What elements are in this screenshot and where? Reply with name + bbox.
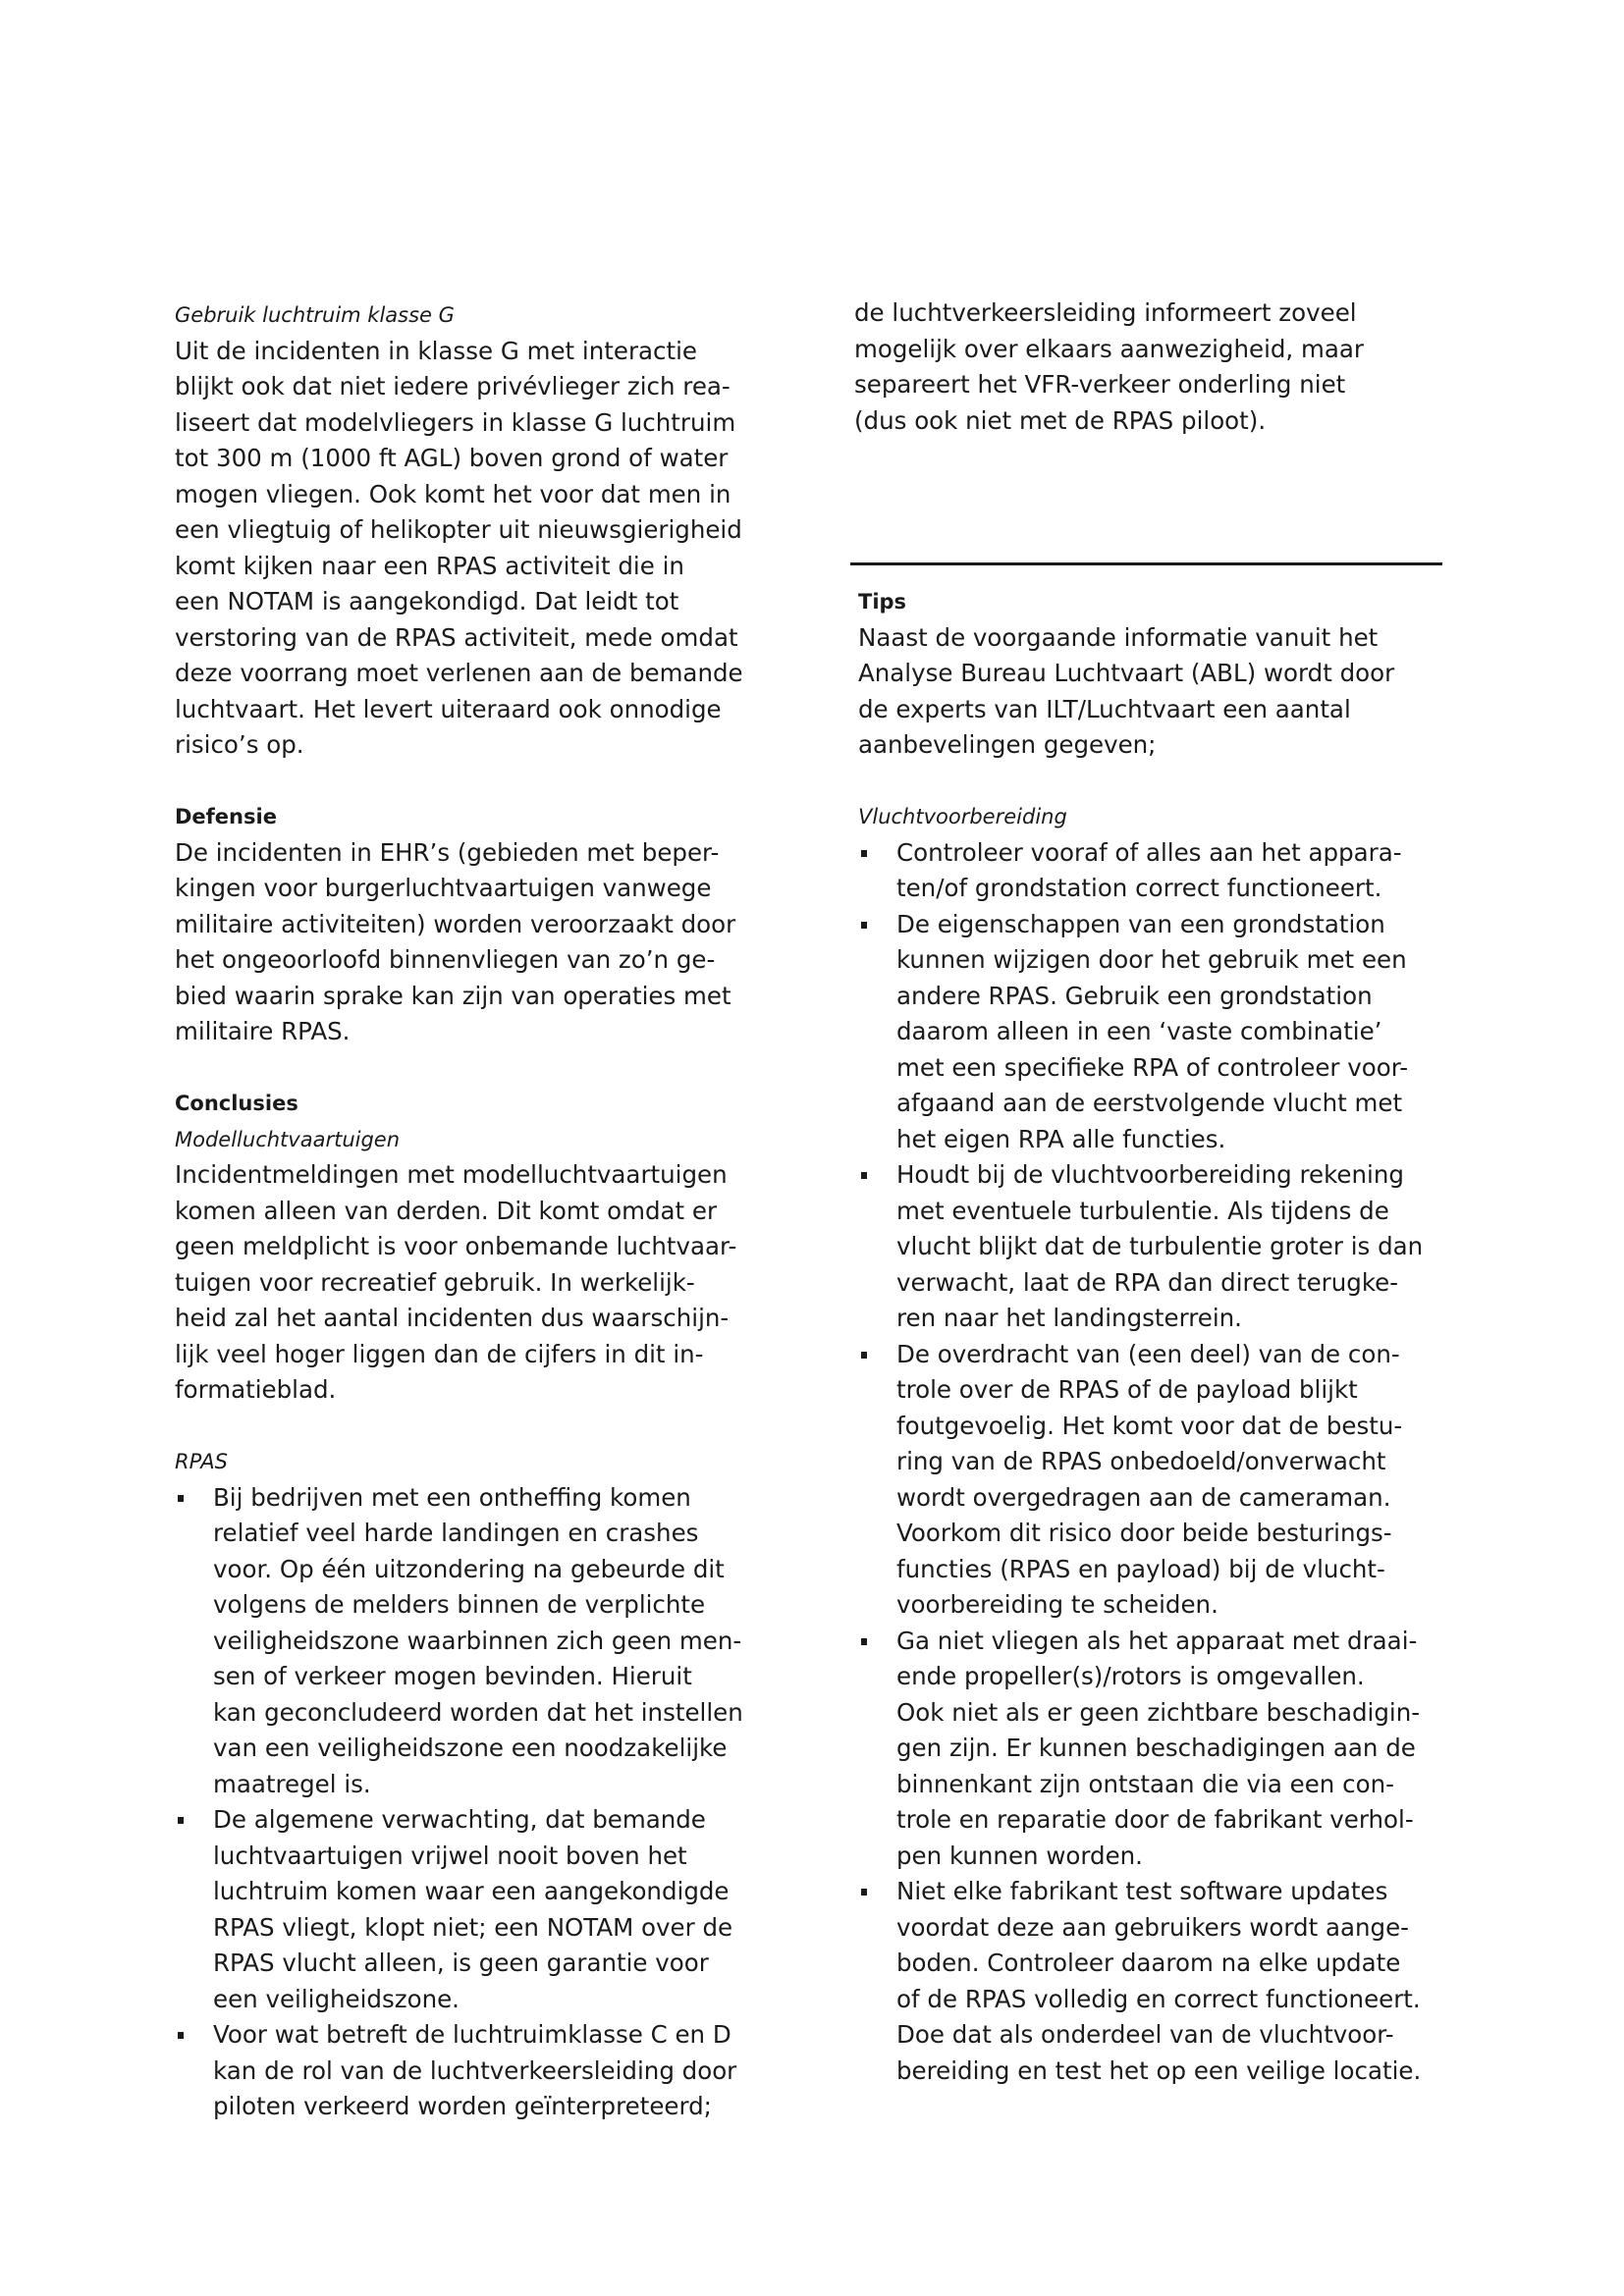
text-line: deze voorrang moet verlenen aan de bemande bbox=[175, 659, 743, 687]
text-line: Controleer vooraf of alles aan het appara- bbox=[896, 837, 1402, 867]
text-line: met eventuele turbulentie. Als tijdens de bbox=[896, 1196, 1389, 1225]
paragraph-tips bbox=[858, 620, 1447, 764]
text-line: mogen vliegen. Ook komt het voor dat men in bbox=[175, 479, 731, 508]
text-line: RPAS vliegt, klopt niet; een NOTAM over de bbox=[213, 1912, 733, 1942]
text-line: ren naar het landingsterrein. bbox=[896, 1304, 1242, 1332]
text-line: een vliegtuig of helikopter uit nieuwsgierigheid bbox=[175, 515, 742, 544]
text-line: daarom alleen in een ‘vaste combinatie’ bbox=[896, 1017, 1382, 1045]
subheading-modelluchtvaartuigen: Modelluchtvaartuigen bbox=[175, 1127, 401, 1151]
left-column bbox=[175, 297, 764, 2125]
text-line: Analyse Bureau Luchtvaart (ABL) wordt door bbox=[858, 659, 1395, 687]
text-line: trole over de RPAS of de payload blijkt bbox=[896, 1375, 1358, 1404]
text-line: Niet elke fabrikant test software updates bbox=[896, 1877, 1388, 1905]
text-line: komt kijken naar een RPAS activiteit die in bbox=[175, 551, 684, 580]
paragraph-defensie bbox=[175, 835, 764, 1050]
text-line: van een veiligheidszone een noodzakelijke bbox=[213, 1734, 728, 1762]
text-line: RPAS vlucht alleen, is geen garantie voor bbox=[213, 1949, 709, 1977]
text-line: luchtvaart. Het levert uiteraard ook onnodige bbox=[175, 694, 722, 723]
text-line: tuigen voor recreatief gebruik. In werkelijk- bbox=[175, 1267, 695, 1297]
list-item bbox=[858, 907, 1447, 1158]
text-line: relatief veel harde landingen en crashes bbox=[213, 1519, 699, 1547]
text-line: ten/of grondstation correct functioneert. bbox=[896, 874, 1382, 902]
text-line: lijk veel hoger liggen dan de cijfers in dit in- bbox=[175, 1339, 704, 1368]
bullet-square-icon bbox=[861, 1352, 867, 1359]
bullet-square-icon bbox=[861, 1889, 867, 1896]
bullet-square-icon bbox=[861, 1172, 867, 1179]
text-line: De algemene verwachting, dat bemande bbox=[213, 1805, 706, 1834]
text-line: Houdt bij de vluchtvoorbereiding rekening bbox=[896, 1160, 1404, 1189]
list-item bbox=[858, 1157, 1447, 1337]
text-line: Bij bedrijven met een ontheffing komen bbox=[213, 1482, 691, 1512]
paragraph-modelluchtvaartuigen bbox=[175, 1157, 764, 1409]
text-line: De overdracht van (een deel) van de con- bbox=[896, 1339, 1400, 1368]
section-heading-luchtruim-klasse-g: Gebruik luchtruim klasse G bbox=[175, 303, 455, 327]
list-item bbox=[175, 1480, 764, 1803]
bullet-square-icon bbox=[178, 1495, 184, 1502]
text-line: Doe dat als onderdeel van de vluchtvoor- bbox=[896, 2020, 1394, 2049]
right-column-tips bbox=[858, 584, 1447, 2089]
text-line: Ook niet als er geen zichtbare beschadigin- bbox=[896, 1697, 1421, 1727]
list-item bbox=[175, 2017, 764, 2125]
text-line: het ongeoorloofd binnenvliegen van zo’n ge- bbox=[175, 945, 716, 974]
list-item bbox=[175, 1802, 764, 2017]
bullet-square-icon bbox=[861, 850, 867, 857]
text-line: verwacht, laat de RPA dan direct terugke- bbox=[896, 1267, 1399, 1297]
text-line: De incidenten in EHR’s (gebieden met beper- bbox=[175, 837, 720, 867]
text-line: een NOTAM is aangekondigd. Dat leidt tot bbox=[175, 587, 679, 615]
subheading-rpas: RPAS bbox=[175, 1450, 228, 1473]
text-line: heid zal het aantal incidenten dus waarschijn- bbox=[175, 1304, 730, 1332]
text-line: komen alleen van derden. Dit komt omdat er bbox=[175, 1196, 718, 1225]
text-line: bereiding en test het op een veilige locatie. bbox=[896, 2056, 1422, 2085]
text-line: risico’s op. bbox=[175, 730, 304, 759]
text-line: piloten verkeerd worden geïnterpreteerd; bbox=[213, 2092, 712, 2120]
text-line: sen of verkeer mogen bevinden. Hieruit bbox=[213, 1662, 692, 1690]
text-line: bied waarin sprake kan zijn van operaties met bbox=[175, 981, 731, 1010]
text-line: Ga niet vliegen als het apparaat met draai- bbox=[896, 1626, 1418, 1655]
text-line: tot 300 m (1000 ft AGL) boven grond of water bbox=[175, 444, 729, 472]
section-heading-conclusies: Conclusies bbox=[175, 1092, 298, 1115]
text-line: met een specifieke RPA of controleer voor- bbox=[896, 1052, 1409, 1082]
text-line: luchtvaartuigen vrijwel nooit boven het bbox=[213, 1841, 687, 1870]
text-line: voor. Op één uitzondering na gebeurde dit bbox=[213, 1554, 725, 1583]
text-line: binnenkant zijn ontstaan die via een con- bbox=[896, 1769, 1394, 1798]
text-line: ring van de RPAS onbedoeld/onverwacht bbox=[896, 1447, 1386, 1475]
text-line: het eigen RPA alle functies. bbox=[896, 1124, 1226, 1153]
text-line: Uit de incidenten in klasse G met interactie bbox=[175, 336, 697, 365]
text-line: voordat deze aan gebruikers wordt aange- bbox=[896, 1912, 1410, 1942]
text-line: kan geconcludeerd worden dat het instellen bbox=[213, 1697, 743, 1727]
text-line: veiligheidszone waarbinnen zich geen men- bbox=[213, 1626, 742, 1655]
text-line: Voorkom dit risico door beide besturings- bbox=[896, 1519, 1392, 1547]
list-item bbox=[858, 1624, 1447, 1875]
text-line: militaire activiteiten) worden veroorzaakt door bbox=[175, 909, 736, 938]
text-line: kingen voor burgerluchtvaartuigen vanwege bbox=[175, 874, 712, 902]
text-line: geen meldplicht is voor onbemande luchtvaar- bbox=[175, 1232, 737, 1260]
text-line: separeert het VFR-verkeer onderling niet bbox=[854, 370, 1346, 399]
subheading-vluchtvoorbereiding: Vluchtvoorbereiding bbox=[858, 805, 1067, 828]
text-line: gen zijn. Er kunnen beschadigingen aan de bbox=[896, 1734, 1416, 1762]
text-line: boden. Controleer daarom na elke update bbox=[896, 1949, 1401, 1977]
text-line: de experts van ILT/Luchtvaart een aantal bbox=[858, 694, 1351, 723]
bullet-square-icon bbox=[178, 2032, 184, 2039]
text-line: (dus ook niet met de RPAS piloot). bbox=[854, 405, 1267, 435]
text-line: Voor wat betreft de luchtruimklasse C en D bbox=[213, 2020, 731, 2049]
list-item bbox=[858, 1874, 1447, 2089]
text-line: afgaand aan de eerstvolgende vlucht met bbox=[896, 1089, 1403, 1117]
text-line: of de RPAS volledig en correct functioneert. bbox=[896, 1984, 1421, 2013]
paragraph-continuation bbox=[854, 295, 1443, 439]
text-line: liseert dat modelvliegers in klasse G luchtruim bbox=[175, 407, 736, 437]
text-line: luchtruim komen waar een aangekondigde bbox=[213, 1877, 730, 1905]
text-line: blijkt ook dat niet iedere privévlieger zich rea- bbox=[175, 372, 731, 400]
text-line: volgens de melders binnen de verplichte bbox=[213, 1590, 706, 1619]
text-line: kunnen wijzigen door het gebruik met een bbox=[896, 945, 1407, 974]
text-line: foutgevoelig. Het komt voor dat de bestu- bbox=[896, 1411, 1403, 1440]
section-heading-defensie: Defensie bbox=[175, 805, 277, 828]
text-line: militaire RPAS. bbox=[175, 1017, 351, 1045]
text-line: trole en reparatie door de fabrikant verhol- bbox=[896, 1805, 1414, 1834]
text-line: De eigenschappen van een grondstation bbox=[896, 909, 1385, 938]
text-line: verstoring van de RPAS activiteit, mede omdat bbox=[175, 622, 738, 652]
text-line: de luchtverkeersleiding informeert zoveel bbox=[854, 298, 1357, 327]
text-line: mogelijk over elkaars aanwezigheid, maar bbox=[854, 334, 1364, 363]
text-line: andere RPAS. Gebruik een grondstation bbox=[896, 981, 1373, 1010]
text-line: een veiligheidszone. bbox=[213, 1984, 460, 2013]
paragraph-luchtruim-klasse-g bbox=[175, 334, 764, 764]
text-line: formatieblad. bbox=[175, 1375, 337, 1404]
text-line: vlucht blijkt dat de turbulentie groter is dan bbox=[896, 1232, 1424, 1260]
text-line: maatregel is. bbox=[213, 1769, 371, 1798]
rpas-bullet-list bbox=[175, 1480, 764, 2125]
bullet-square-icon bbox=[861, 1638, 867, 1645]
section-divider bbox=[850, 562, 1442, 565]
section-heading-tips: Tips bbox=[858, 590, 907, 614]
text-line: functies (RPAS en payload) bij de vlucht- bbox=[896, 1554, 1385, 1583]
text-line: kan de rol van de luchtverkeersleiding door bbox=[213, 2056, 737, 2085]
vluchtvoorbereiding-bullet-list bbox=[858, 835, 1447, 2090]
text-line: wordt overgedragen aan de cameraman. bbox=[896, 1482, 1391, 1512]
bullet-square-icon bbox=[178, 1817, 184, 1824]
text-line: Naast de voorgaande informatie vanuit het bbox=[858, 622, 1379, 652]
text-line: Incidentmeldingen met modelluchtvaartuigen bbox=[175, 1160, 728, 1189]
text-line: ende propeller(s)/rotors is omgevallen. bbox=[896, 1662, 1365, 1690]
list-item bbox=[858, 1337, 1447, 1624]
list-item bbox=[858, 835, 1447, 907]
right-column bbox=[854, 295, 1443, 439]
bullet-square-icon bbox=[861, 922, 867, 929]
text-line: aanbevelingen gegeven; bbox=[858, 730, 1157, 759]
text-line: pen kunnen worden. bbox=[896, 1841, 1143, 1870]
text-line: voorbereiding te scheiden. bbox=[896, 1590, 1218, 1619]
